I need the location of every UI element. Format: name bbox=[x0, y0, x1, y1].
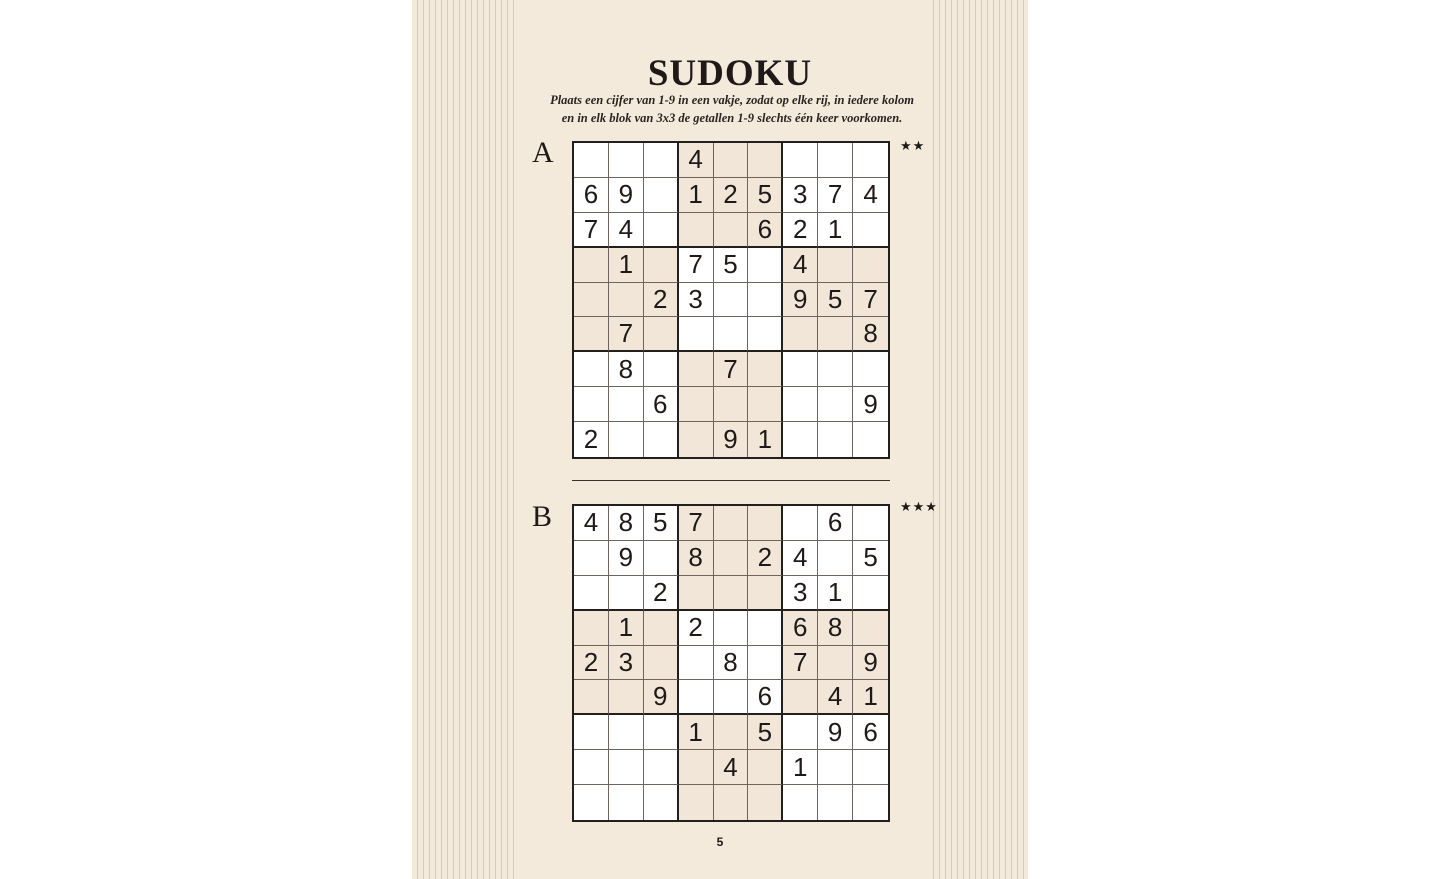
sudoku-cell[interactable] bbox=[574, 317, 609, 352]
sudoku-cell: 8 bbox=[853, 317, 888, 352]
sudoku-cell: 8 bbox=[714, 646, 749, 681]
sudoku-cell[interactable] bbox=[783, 715, 818, 750]
sudoku-cell: 9 bbox=[818, 715, 853, 750]
sudoku-cell[interactable] bbox=[748, 750, 783, 785]
sudoku-cell: 1 bbox=[818, 213, 853, 248]
sudoku-cell[interactable] bbox=[644, 611, 679, 646]
sudoku-cell: 8 bbox=[609, 506, 644, 541]
sudoku-cell[interactable] bbox=[714, 283, 749, 318]
puzzle-divider bbox=[572, 480, 890, 481]
sudoku-cell[interactable] bbox=[853, 248, 888, 283]
sudoku-cell[interactable] bbox=[853, 785, 888, 820]
sudoku-cell: 5 bbox=[644, 506, 679, 541]
sudoku-cell[interactable] bbox=[714, 576, 749, 611]
sudoku-cell: 9 bbox=[853, 387, 888, 422]
sudoku-cell[interactable] bbox=[853, 213, 888, 248]
sudoku-cell[interactable] bbox=[853, 506, 888, 541]
sudoku-grid-b bbox=[572, 504, 890, 822]
sudoku-cell[interactable] bbox=[574, 680, 609, 715]
sudoku-cell[interactable] bbox=[853, 576, 888, 611]
sudoku-cell[interactable] bbox=[853, 422, 888, 457]
sudoku-cell: 2 bbox=[574, 422, 609, 457]
page-number: 5 bbox=[716, 835, 724, 849]
sudoku-cell[interactable] bbox=[609, 387, 644, 422]
sudoku-cell: 8 bbox=[818, 611, 853, 646]
sudoku-cell: 5 bbox=[818, 283, 853, 318]
sudoku-cell[interactable] bbox=[644, 213, 679, 248]
instructions bbox=[412, 91, 1052, 127]
sudoku-cell: 7 bbox=[818, 178, 853, 213]
sudoku-cell[interactable] bbox=[644, 750, 679, 785]
sudoku-cell[interactable] bbox=[609, 680, 644, 715]
puzzle-a-letter: A bbox=[532, 136, 554, 169]
sudoku-cell[interactable] bbox=[609, 283, 644, 318]
sudoku-cell[interactable] bbox=[644, 646, 679, 681]
sudoku-cell: 9 bbox=[714, 422, 749, 457]
sudoku-cell[interactable] bbox=[609, 750, 644, 785]
sudoku-cell[interactable] bbox=[609, 715, 644, 750]
sudoku-cell: 9 bbox=[783, 283, 818, 318]
sudoku-cell[interactable] bbox=[574, 387, 609, 422]
sudoku-cell[interactable] bbox=[644, 143, 679, 178]
sudoku-cell: 4 bbox=[783, 248, 818, 283]
sudoku-cell[interactable] bbox=[644, 317, 679, 352]
instructions-line-2: en in elk blok van 3x3 de getallen 1-9 slechts één keer voorkomen. bbox=[561, 111, 903, 125]
sudoku-cell: 6 bbox=[818, 506, 853, 541]
sudoku-cell: 1 bbox=[853, 680, 888, 715]
sudoku-cell: 2 bbox=[644, 576, 679, 611]
sudoku-cell: 7 bbox=[853, 283, 888, 318]
sudoku-cell: 1 bbox=[679, 715, 714, 750]
sudoku-cell[interactable] bbox=[644, 785, 679, 820]
sudoku-cell: 5 bbox=[748, 715, 783, 750]
sudoku-cell[interactable] bbox=[644, 352, 679, 387]
sudoku-cell[interactable] bbox=[818, 646, 853, 681]
sudoku-cell: 5 bbox=[853, 541, 888, 576]
sudoku-cell: 7 bbox=[714, 352, 749, 387]
sudoku-cell[interactable] bbox=[679, 750, 714, 785]
sudoku-cell[interactable] bbox=[818, 317, 853, 352]
sudoku-cell[interactable] bbox=[574, 750, 609, 785]
sudoku-cell[interactable] bbox=[574, 611, 609, 646]
sudoku-cell[interactable] bbox=[574, 352, 609, 387]
sudoku-cell[interactable] bbox=[644, 422, 679, 457]
sudoku-cell: 7 bbox=[609, 317, 644, 352]
sudoku-cell[interactable] bbox=[714, 611, 749, 646]
sudoku-cell[interactable] bbox=[714, 317, 749, 352]
sudoku-cell: 6 bbox=[853, 715, 888, 750]
sudoku-cell[interactable] bbox=[714, 541, 749, 576]
sudoku-cell[interactable] bbox=[679, 680, 714, 715]
sudoku-cell: 2 bbox=[783, 213, 818, 248]
sudoku-cell[interactable] bbox=[783, 143, 818, 178]
sudoku-cell[interactable] bbox=[853, 750, 888, 785]
sudoku-cell[interactable] bbox=[609, 143, 644, 178]
sudoku-cell[interactable] bbox=[853, 352, 888, 387]
sudoku-cell: 5 bbox=[748, 178, 783, 213]
sudoku-cell[interactable] bbox=[818, 248, 853, 283]
sudoku-cell[interactable] bbox=[853, 143, 888, 178]
sudoku-cell[interactable] bbox=[783, 422, 818, 457]
sudoku-cell[interactable] bbox=[679, 646, 714, 681]
sudoku-cell[interactable] bbox=[818, 352, 853, 387]
sudoku-cell[interactable] bbox=[644, 248, 679, 283]
sudoku-cell: 7 bbox=[679, 506, 714, 541]
sudoku-cell: 4 bbox=[714, 750, 749, 785]
sudoku-cell: 3 bbox=[609, 646, 644, 681]
sudoku-cell: 4 bbox=[853, 178, 888, 213]
sudoku-cell: 1 bbox=[818, 576, 853, 611]
sudoku-cell[interactable] bbox=[818, 750, 853, 785]
sudoku-cell: 4 bbox=[609, 213, 644, 248]
sudoku-cell[interactable] bbox=[679, 317, 714, 352]
sudoku-cell: 9 bbox=[644, 680, 679, 715]
sudoku-cell[interactable] bbox=[783, 352, 818, 387]
sudoku-cell[interactable] bbox=[748, 387, 783, 422]
sudoku-cell: 8 bbox=[679, 541, 714, 576]
sudoku-cell[interactable] bbox=[748, 576, 783, 611]
sudoku-cell[interactable] bbox=[679, 576, 714, 611]
sudoku-cell: 2 bbox=[714, 178, 749, 213]
page-title: SUDOKU bbox=[647, 53, 813, 94]
sudoku-cell[interactable] bbox=[748, 283, 783, 318]
sudoku-cell: 2 bbox=[679, 611, 714, 646]
sudoku-cell: 1 bbox=[609, 248, 644, 283]
sudoku-cell[interactable] bbox=[748, 506, 783, 541]
sudoku-cell[interactable] bbox=[748, 785, 783, 820]
sudoku-cell[interactable] bbox=[714, 680, 749, 715]
sudoku-cell[interactable] bbox=[748, 143, 783, 178]
sudoku-cell: 1 bbox=[783, 750, 818, 785]
sudoku-cell: 7 bbox=[679, 248, 714, 283]
sudoku-cell: 6 bbox=[748, 213, 783, 248]
puzzle-a-difficulty-stars: ★★ bbox=[900, 139, 926, 154]
sudoku-cell[interactable] bbox=[818, 541, 853, 576]
sudoku-cell: 7 bbox=[783, 646, 818, 681]
sudoku-cell: 2 bbox=[574, 646, 609, 681]
sudoku-cell: 3 bbox=[679, 283, 714, 318]
sudoku-cell[interactable] bbox=[714, 715, 749, 750]
sudoku-cell[interactable] bbox=[748, 352, 783, 387]
sudoku-cell[interactable] bbox=[679, 352, 714, 387]
sudoku-cell[interactable] bbox=[609, 422, 644, 457]
sudoku-cell[interactable] bbox=[818, 143, 853, 178]
sudoku-cell: 1 bbox=[609, 611, 644, 646]
sudoku-cell[interactable] bbox=[644, 178, 679, 213]
sudoku-cell[interactable] bbox=[574, 143, 609, 178]
sudoku-cell[interactable] bbox=[818, 422, 853, 457]
sudoku-cell: 5 bbox=[714, 248, 749, 283]
sudoku-cell[interactable] bbox=[574, 785, 609, 820]
sudoku-cell[interactable] bbox=[714, 213, 749, 248]
sudoku-cell[interactable] bbox=[714, 143, 749, 178]
sudoku-cell[interactable] bbox=[783, 506, 818, 541]
sudoku-cell: 2 bbox=[748, 541, 783, 576]
sudoku-cell[interactable] bbox=[714, 506, 749, 541]
sudoku-cell[interactable] bbox=[574, 576, 609, 611]
sudoku-cell: 4 bbox=[818, 680, 853, 715]
sudoku-cell[interactable] bbox=[714, 387, 749, 422]
sudoku-cell[interactable] bbox=[853, 611, 888, 646]
sudoku-grid-a bbox=[572, 141, 890, 459]
sudoku-cell[interactable] bbox=[783, 680, 818, 715]
sudoku-cell: 9 bbox=[609, 541, 644, 576]
sudoku-cell[interactable] bbox=[644, 715, 679, 750]
puzzle-b-difficulty-stars: ★★★ bbox=[900, 500, 938, 515]
sudoku-cell[interactable] bbox=[818, 785, 853, 820]
sudoku-cell[interactable] bbox=[609, 785, 644, 820]
sudoku-cell: 8 bbox=[609, 352, 644, 387]
sudoku-cell[interactable] bbox=[574, 715, 609, 750]
sudoku-cell: 3 bbox=[783, 576, 818, 611]
sudoku-cell[interactable] bbox=[818, 387, 853, 422]
sudoku-cell[interactable] bbox=[574, 248, 609, 283]
sudoku-cell: 6 bbox=[574, 178, 609, 213]
sudoku-cell: 7 bbox=[574, 213, 609, 248]
sudoku-cell: 1 bbox=[679, 178, 714, 213]
sudoku-cell: 6 bbox=[783, 611, 818, 646]
sudoku-cell[interactable] bbox=[783, 387, 818, 422]
sudoku-cell: 9 bbox=[609, 178, 644, 213]
sudoku-cell[interactable] bbox=[679, 387, 714, 422]
puzzle-b-letter: B bbox=[532, 500, 553, 533]
sudoku-cell[interactable] bbox=[748, 248, 783, 283]
sudoku-cell[interactable] bbox=[714, 785, 749, 820]
sudoku-cell[interactable] bbox=[679, 785, 714, 820]
sudoku-cell[interactable] bbox=[748, 317, 783, 352]
sudoku-cell[interactable] bbox=[609, 576, 644, 611]
sudoku-cell: 4 bbox=[574, 506, 609, 541]
sudoku-cell: 2 bbox=[644, 283, 679, 318]
sudoku-cell[interactable] bbox=[679, 213, 714, 248]
sudoku-cell: 4 bbox=[679, 143, 714, 178]
sudoku-cell: 4 bbox=[783, 541, 818, 576]
sudoku-cell: 6 bbox=[748, 680, 783, 715]
sudoku-cell[interactable] bbox=[748, 646, 783, 681]
sudoku-cell: 3 bbox=[783, 178, 818, 213]
sudoku-cell[interactable] bbox=[783, 317, 818, 352]
sudoku-cell: 1 bbox=[748, 422, 783, 457]
sudoku-cell[interactable] bbox=[748, 611, 783, 646]
sudoku-cell[interactable] bbox=[783, 785, 818, 820]
sudoku-cell: 6 bbox=[644, 387, 679, 422]
sudoku-cell[interactable] bbox=[574, 541, 609, 576]
instructions-line-1: Plaats een cijfer van 1-9 in een vakje, zodat op elke rij, in iedere kolom bbox=[550, 93, 914, 107]
sudoku-cell[interactable] bbox=[679, 422, 714, 457]
sudoku-cell[interactable] bbox=[574, 283, 609, 318]
sudoku-cell[interactable] bbox=[644, 541, 679, 576]
sudoku-cell: 9 bbox=[853, 646, 888, 681]
